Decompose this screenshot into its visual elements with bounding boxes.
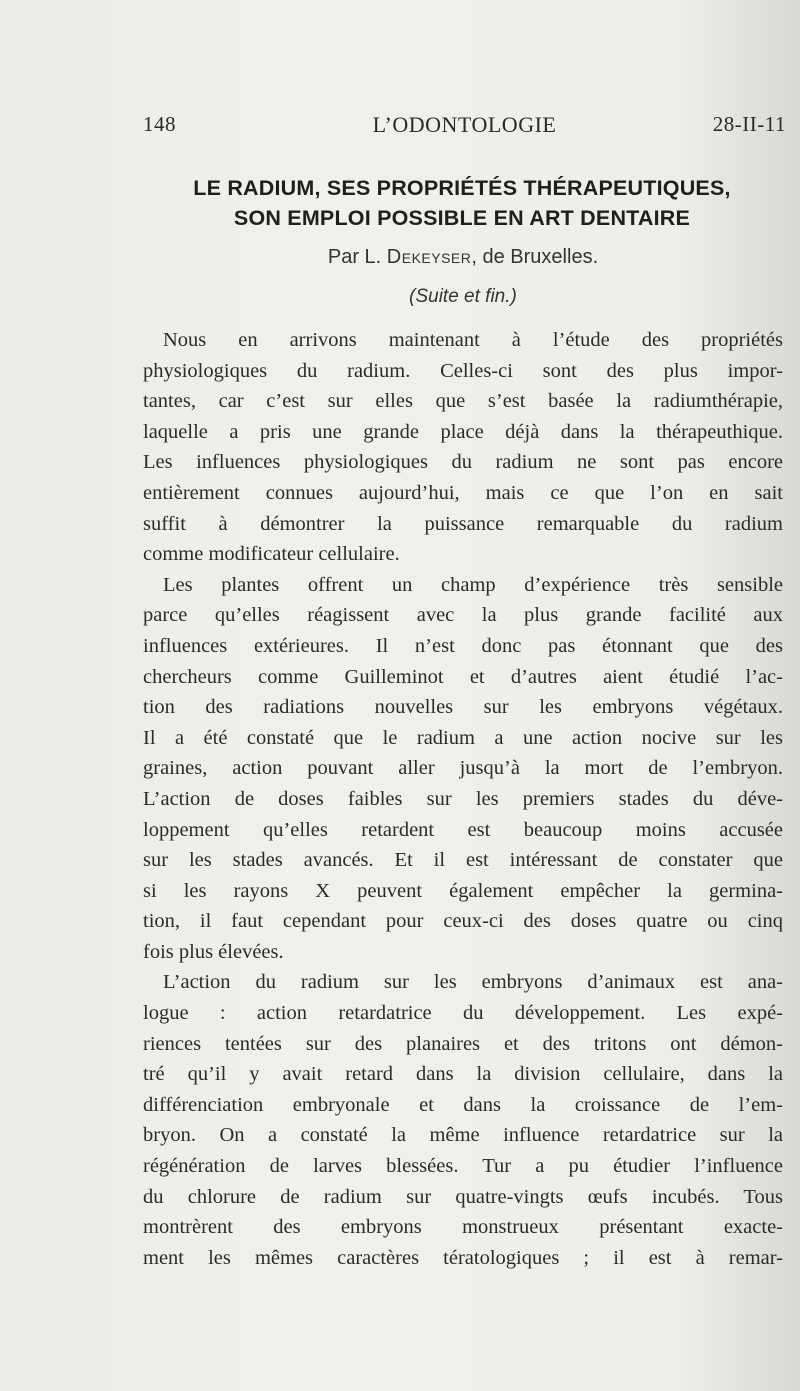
running-header [143,112,786,142]
body-line: bryon. On a constaté la même influence retardatrice sur la [143,1124,783,1147]
issue-date: 28-II-11 [712,112,786,136]
byline-suffix: , de Bruxelles. [471,246,599,268]
body-line: tantes, car c’est sur elles que s’est basée la radiumthérapie, [143,390,783,413]
article-title-line-2: SON EMPLOI POSSIBLE EN ART DENTAIRE [233,206,691,230]
body-line: sur les stades avancés. Et il est intéressant de constater que [143,849,783,872]
continuation-note: (Suite et fin.) [409,286,517,307]
body-line: comme modificateur cellulaire. [143,543,400,566]
body-line: graines, action pouvant aller jusqu’à la mort de l’embryon. [143,757,783,780]
body-line: entièrement connues aujourd’hui, mais ce que l’on en sait [143,481,783,504]
body-line: tion, il faut cependant pour ceux-ci des doses quatre ou cinq [143,910,783,933]
body-line: loppement qu’elles retardent est beaucoup moins accusée [143,818,783,841]
body-line: différenciation embryonale et dans la croissance de l’em- [143,1093,783,1116]
body-line: Les plantes offrent un champ d’expérience très sensible [163,573,783,596]
article-body [143,325,783,1273]
body-line: parce qu’elles réagissent avec la plus grande facilité aux [143,604,783,627]
body-line: physiologiques du radium. Celles-ci sont des plus impor- [143,359,783,382]
body-line: logue : action retardatrice du développement. Les expé- [143,1002,783,1025]
byline [140,243,786,271]
body-line: fois plus élevées. [143,940,284,963]
body-line: L’action de doses faibles sur les premiers stades du déve- [143,787,783,810]
page-number: 148 [143,112,176,136]
author-name: Dekeyser [386,246,472,268]
body-line: si les rayons X peuvent également empêcher la germina- [143,879,783,902]
body-line: Il a été constaté que le radium a une action nocive sur les [143,726,783,749]
body-line: suffit à démontrer la puissance remarquable du radium [143,512,783,535]
body-line: Les influences physiologiques du radium ne sont pas encore [143,451,783,474]
body-line: ment les mêmes caractères tératologiques ; il est à remar- [143,1246,783,1269]
article-title-line-1: LE RADIUM, SES PROPRIÉTÉS THÉRAPEUTIQUES, [193,176,731,200]
body-line: chercheurs comme Guilleminot et d’autres aient étudié l’ac- [143,665,783,688]
body-line: tré qu’il y avait retard dans la division cellulaire, dans la [143,1063,783,1086]
body-line: L’action du radium sur les embryons d’animaux est ana- [163,971,783,994]
body-line: régénération de larves blessées. Tur a pu étudier l’influence [143,1155,783,1178]
body-line: tion des radiations nouvelles sur les embryons végétaux. [143,696,783,719]
journal-title: L’ODONTOLOGIE [372,112,557,137]
article-title [130,173,794,233]
body-line: montrèrent des embryons monstrueux présentant exacte- [143,1216,783,1239]
body-line: du chlorure de radium sur quatre-vingts œufs incubés. Tous [143,1185,783,1208]
body-line: riences tentées sur des planaires et des tritons ont démon- [143,1032,783,1055]
body-line: influences extérieures. Il n’est donc pas étonnant que des [143,634,783,657]
byline-prefix: Par L. [327,246,382,268]
body-line: laquelle a pris une grande place déjà dans la thérapeuthique. [143,420,783,443]
body-line: Nous en arrivons maintenant à l’étude des propriétés [163,329,783,351]
